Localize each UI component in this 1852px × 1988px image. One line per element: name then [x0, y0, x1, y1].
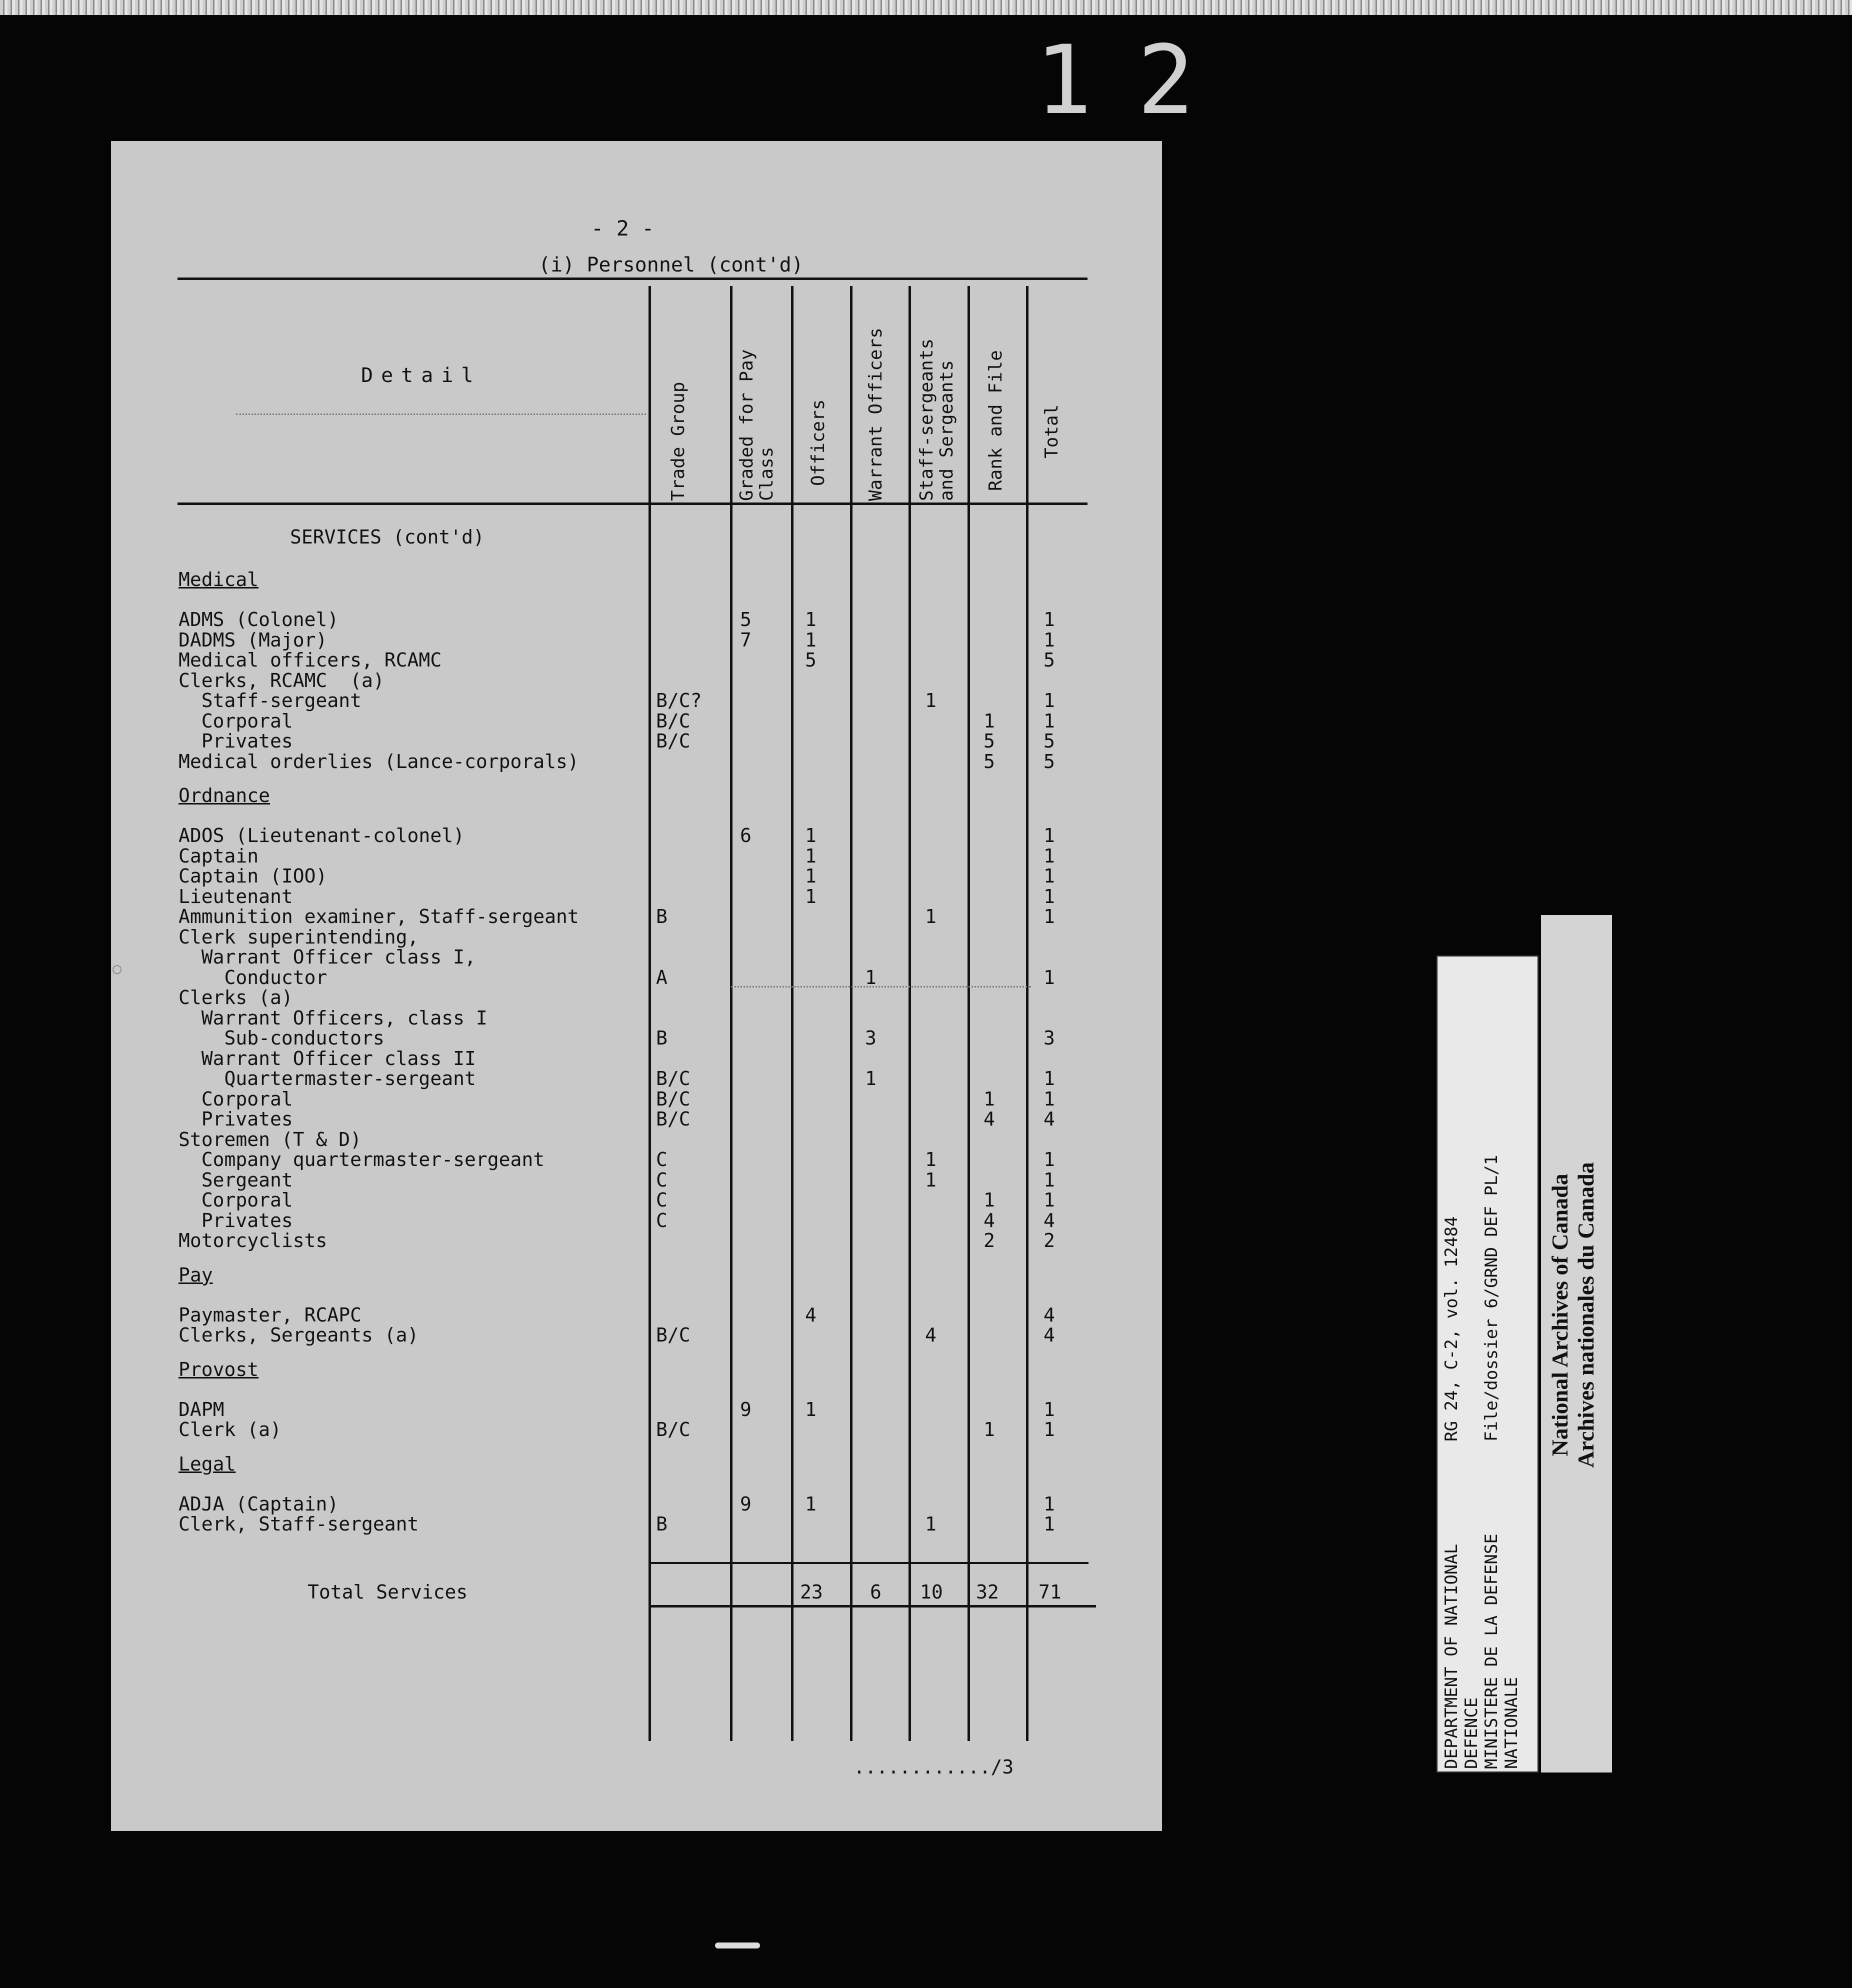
row-label: Quartermaster-sergeant	[178, 1068, 476, 1090]
row-label: Warrant Officer class I,	[178, 946, 476, 968]
row-label: Paymaster, RCAPC	[178, 1304, 362, 1326]
cell-total: 5	[1044, 649, 1055, 671]
cell-rf: 4	[984, 1209, 995, 1232]
row-label: Medical	[178, 568, 259, 590]
cell-rf: 5	[984, 750, 995, 772]
col-rule-1	[648, 286, 651, 1741]
cell-trade: B/C	[656, 1324, 690, 1346]
cell-rf: 1	[984, 1189, 995, 1211]
cell-rf: 1	[984, 1088, 995, 1110]
row-label: Ordnance	[178, 784, 270, 806]
dept-line2: DEFENCE	[1462, 1697, 1482, 1769]
cell-total: 1	[1044, 690, 1055, 712]
row-label: Corporal	[178, 1088, 293, 1110]
cell-off: 1	[805, 628, 816, 651]
row-label: Warrant Officers, class I	[178, 1006, 488, 1029]
cell-total: 1	[1044, 1088, 1055, 1110]
row-label: Motorcyclists	[178, 1230, 328, 1252]
cell-trade: B/C	[656, 730, 690, 752]
row-label: Medical officers, RCAMC	[178, 649, 442, 671]
row-label: Medical orderlies (Lance-corporals)	[178, 750, 579, 772]
row-label: ADMS (Colonel)	[178, 608, 339, 630]
cell-off: 1	[805, 1398, 816, 1420]
cell-total: 2	[1044, 1230, 1055, 1252]
row-label: Pay	[178, 1264, 213, 1286]
cell-trade: B	[656, 906, 668, 928]
cell-trade: B	[656, 1513, 668, 1535]
row-label: Corporal	[178, 1189, 293, 1211]
dept-line1: DEPARTMENT OF NATIONAL	[1442, 1544, 1462, 1769]
cell-total: 1	[1044, 608, 1055, 630]
col-rule-4	[850, 286, 852, 1741]
total-sgt: 10	[920, 1581, 943, 1603]
row-label: Captain (IOO)	[178, 865, 328, 887]
cell-off: 1	[805, 608, 816, 630]
row-label: Legal	[178, 1452, 236, 1475]
row-label: Privates	[178, 730, 293, 752]
row-label: Captain	[178, 844, 259, 867]
cell-total: 1	[1044, 1148, 1055, 1170]
archive-reference-text	[1442, 959, 1522, 1769]
cell-sgt: 1	[925, 1513, 936, 1535]
page-number: - 2 -	[591, 216, 654, 240]
cell-trade: B/C	[656, 1088, 690, 1110]
cell-rf: 2	[984, 1230, 995, 1252]
cell-sgt: 4	[925, 1324, 936, 1346]
cell-total: 5	[1044, 750, 1055, 772]
row-label: Sub-conductors	[178, 1027, 384, 1049]
cell-pay: 7	[740, 628, 752, 651]
cell-pay: 5	[740, 608, 752, 630]
colhead-officers: Officers	[808, 399, 828, 486]
cell-total: 1	[1044, 1398, 1055, 1420]
total-bottom-rule	[648, 1605, 1096, 1608]
film-mark	[715, 1942, 760, 1948]
row-label: Staff-sergeant	[178, 690, 362, 712]
row-label: Warrant Officer class II	[178, 1047, 476, 1070]
dept-line3: MINISTERE DE LA DEFENSE	[1482, 1534, 1502, 1769]
colhead-rank-file: Rank and File	[986, 350, 1006, 491]
cell-off: 1	[805, 844, 816, 867]
total-label: Total Services	[308, 1581, 468, 1603]
cell-total: 1	[1044, 885, 1055, 908]
cell-wo: 1	[865, 966, 876, 988]
ref-line2: File/dossier 6/GRND DEF PL/1	[1482, 1154, 1502, 1442]
cell-total: 1	[1044, 1418, 1055, 1440]
cell-trade: B/C?	[656, 690, 702, 712]
row-label: Clerks (a)	[178, 986, 293, 1008]
cell-total: 1	[1044, 1068, 1055, 1090]
continuation-marker: ............/3	[854, 1756, 1014, 1778]
col-rule-5	[908, 286, 911, 1741]
row-label: Clerks, Sergeants (a)	[178, 1324, 419, 1346]
cell-total: 1	[1044, 844, 1055, 867]
archives-name-label	[1541, 915, 1612, 1772]
cell-sgt: 1	[925, 1148, 936, 1170]
row-label: Provost	[178, 1358, 259, 1380]
margin-mark: ○	[112, 960, 122, 978]
cell-trade: C	[656, 1168, 668, 1191]
cell-off: 1	[805, 1492, 816, 1515]
cell-trade: C	[656, 1189, 668, 1211]
row-label: ADOS (Lieutenant-colonel)	[178, 824, 464, 846]
colhead-graded-pay: Graded for Pay Class	[736, 349, 777, 501]
cell-trade: A	[656, 966, 668, 988]
row-label: Company quartermaster-sergeant	[178, 1148, 545, 1170]
row-label: ADJA (Captain)	[178, 1492, 339, 1515]
section-heading: (i) Personnel (cont'd)	[538, 254, 804, 276]
cell-total: 1	[1044, 1513, 1055, 1535]
cell-total: 4	[1044, 1108, 1055, 1130]
col-rule-2	[730, 286, 732, 1741]
cell-total: 1	[1044, 1168, 1055, 1191]
cell-trade: B/C	[656, 1418, 690, 1440]
cell-sgt: 1	[925, 1168, 936, 1191]
cell-total: 4	[1044, 1304, 1055, 1326]
frame-number: 12	[1035, 25, 1240, 136]
cell-total: 1	[1044, 628, 1055, 651]
cell-off: 1	[805, 885, 816, 908]
cell-trade: C	[656, 1209, 668, 1232]
cell-total: 1	[1044, 710, 1055, 732]
col-rule-6	[968, 286, 970, 1741]
row-label: DAPM	[178, 1398, 224, 1420]
cell-total: 4	[1044, 1324, 1055, 1346]
archives-name-fr: Archives nationales du Canada	[1573, 1162, 1598, 1468]
ruled-line	[731, 986, 1031, 988]
archive-reference-label	[1436, 955, 1539, 1773]
row-label: SERVICES (cont'd)	[290, 526, 484, 548]
dept-line4: NATIONALE	[1502, 1676, 1522, 1769]
colhead-staff-sergeants: Staff-sergeants and Sergeants	[916, 338, 957, 501]
cell-off: 5	[805, 649, 816, 671]
row-label: Ammunition examiner, Staff-sergeant	[178, 906, 579, 928]
colhead-trade-group: Trade Group	[668, 382, 688, 501]
row-label: Privates	[178, 1209, 293, 1232]
row-label: DADMS (Major)	[178, 628, 328, 651]
archives-name-text	[1547, 1115, 1599, 1515]
cell-pay: 9	[740, 1492, 752, 1515]
cell-trade: B	[656, 1027, 668, 1049]
colhead-total: Total	[1042, 404, 1062, 458]
row-label: Conductor	[178, 966, 328, 988]
col-rule-3	[791, 286, 794, 1741]
total-top-rule	[648, 1562, 1088, 1564]
cell-trade: B/C	[656, 1108, 690, 1130]
row-label: Lieutenant	[178, 885, 293, 908]
cell-trade: C	[656, 1148, 668, 1170]
table-header-rule	[178, 502, 1088, 505]
row-label: Clerks, RCAMC (a)	[178, 669, 384, 692]
row-label: Clerk superintending,	[178, 926, 419, 948]
row-label: Clerk (a)	[178, 1418, 282, 1440]
cell-trade: B/C	[656, 1068, 690, 1090]
cell-total: 1	[1044, 824, 1055, 846]
cell-pay: 9	[740, 1398, 752, 1420]
row-label: Sergeant	[178, 1168, 293, 1191]
row-label: Corporal	[178, 710, 293, 732]
row-label: Privates	[178, 1108, 293, 1130]
cell-total: 1	[1044, 865, 1055, 887]
cell-wo: 1	[865, 1068, 876, 1090]
cell-off: 1	[805, 865, 816, 887]
total-total: 71	[1038, 1581, 1062, 1603]
row-label: Clerk, Staff-sergeant	[178, 1513, 419, 1535]
colhead-warrant-officers: Warrant Officers	[866, 328, 886, 501]
cell-rf: 1	[984, 710, 995, 732]
cell-rf: 1	[984, 1418, 995, 1440]
col-rule-7	[1026, 286, 1028, 1741]
ruled-line	[236, 414, 646, 415]
table-top-rule	[178, 278, 1088, 280]
archives-name-en: National Archives of Canada	[1547, 1174, 1572, 1456]
total-off: 23	[800, 1581, 823, 1603]
film-edge-strip	[0, 0, 1852, 15]
row-label: Storemen (T & D)	[178, 1128, 362, 1150]
total-rf: 32	[976, 1581, 999, 1603]
cell-total: 4	[1044, 1209, 1055, 1232]
cell-off: 1	[805, 824, 816, 846]
cell-total: 1	[1044, 1492, 1055, 1515]
cell-trade: B/C	[656, 710, 690, 732]
cell-rf: 5	[984, 730, 995, 752]
cell-total: 1	[1044, 1189, 1055, 1211]
cell-pay: 6	[740, 824, 752, 846]
ref-line1: RG 24, C-2, vol. 12484	[1442, 1216, 1462, 1442]
cell-off: 4	[805, 1304, 816, 1326]
cell-total: 5	[1044, 730, 1055, 752]
cell-total: 1	[1044, 906, 1055, 928]
cell-sgt: 1	[925, 906, 936, 928]
cell-total: 3	[1044, 1027, 1055, 1049]
cell-total: 1	[1044, 966, 1055, 988]
document-page	[111, 141, 1162, 1831]
total-wo: 6	[870, 1581, 882, 1603]
detail-column-header: Detail	[361, 364, 482, 387]
cell-sgt: 1	[925, 690, 936, 712]
cell-wo: 3	[865, 1027, 876, 1049]
cell-rf: 4	[984, 1108, 995, 1130]
